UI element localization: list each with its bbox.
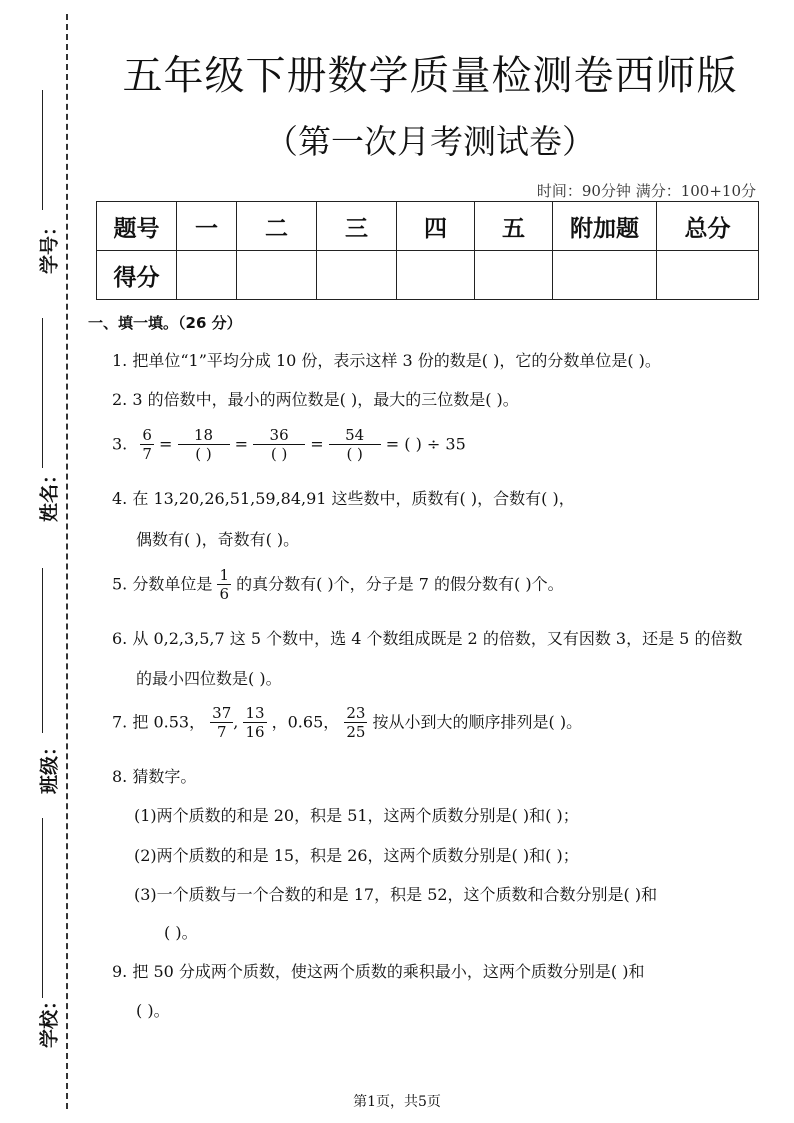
score-cell[interactable] [397,251,475,300]
numerator: 23 [346,704,366,722]
denominator: 7 [216,723,227,741]
student-id-label: 学号： [38,217,61,275]
numerator: 36 [253,428,305,445]
page-footer: 第1页，共5页 [353,1094,441,1110]
name-blank [42,318,43,468]
name-label: 姓名： [38,465,61,523]
school-label: 学校： [38,991,61,1049]
numerator: 54 [329,428,381,445]
denominator-blank: ( ) [195,445,212,463]
question-6-line-2: 的最小四位数是( )。 [136,669,282,688]
score-header-cell: 总分 [657,202,759,251]
question-4-line-1: 4. 在 13,20,26,51,59,84,91 这些数中，质数有( )，合数有( )， [112,489,575,508]
denominator-blank: ( ) [346,445,363,463]
score-row-label: 得分 [97,251,177,300]
question-3 [112,428,466,462]
q5-suffix: 的真分数有( )个，分子是 7 的假分数有( )个。 [236,574,564,594]
score-header-cell: 四 [397,202,475,251]
q3-tail: = ( ) ÷ 35 [385,434,466,454]
q7-middle: ，0.65， [271,712,340,732]
q3-fraction-2 [178,428,230,462]
numerator: 18 [178,428,230,445]
question-8-1: (1)两个质数的和是 20，积是 51，这两个质数分别是( )和( )； [134,806,579,825]
school-blank [42,818,43,998]
score-cell[interactable] [475,251,553,300]
numerator: 13 [245,704,265,722]
class-blank [42,568,43,733]
q7-fraction-1 [210,706,233,740]
question-1: 1. 把单位“1”平均分成 10 份，表示这样 3 份的数是( )，它的分数单位是( )。 [112,351,661,370]
q3-number: 3. [112,434,128,454]
question-9-line-2: ( )。 [136,1001,170,1020]
score-header-cell: 附加题 [553,202,657,251]
score-header-cell: 三 [317,202,397,251]
q3-fraction-1 [140,428,154,462]
question-5 [112,568,564,602]
score-table [96,201,759,300]
denominator: 25 [346,723,366,741]
score-cell[interactable] [237,251,317,300]
denominator: 6 [219,585,229,603]
denominator: 16 [245,723,265,741]
q3-fraction-4 [329,428,381,462]
numerator: 6 [142,426,152,444]
q5-fraction [217,568,231,602]
question-6-line-1: 6. 从 0,2,3,5,7 这 5 个数中，选 4 个数组成既是 2 的倍数，又有因数 3，还是 5 的倍数 [112,629,743,648]
score-cell[interactable] [317,251,397,300]
score-table-score-row [97,251,759,300]
question-7: 7. 把 0.53， $\frac{37}{7}$ , $\frac{13}{16}$ ，0.65， $\frac{23}{25}$ 按从小到大的顺序排列是( )。 [112,704,583,741]
score-cell[interactable] [553,251,657,300]
class-label: 班级： [38,737,61,795]
student-id-blank [42,90,43,210]
q7-fraction-2 [243,706,266,740]
score-table-header-row [97,202,759,251]
binding-dashed-line [66,14,68,1109]
page-title: 五年级下册数学质量检测卷西师版 [122,53,738,99]
score-header-cell: 一 [177,202,237,251]
question-8-2: (2)两个质数的和是 15，积是 26，这两个质数分别是( )和( )； [134,846,579,865]
q3-fraction-3 [253,428,305,462]
score-header-cell: 五 [475,202,553,251]
q7-prefix: 7. 把 0.53， [112,712,206,732]
q5-prefix: 5. 分数单位是 [112,574,213,594]
question-9-line-1: 9. 把 50 分成两个质数，使这两个质数的乘积最小，这两个质数分别是( )和 [112,962,645,981]
denominator-blank: ( ) [270,445,288,463]
q7-fraction-3 [344,706,367,740]
question-4-line-2: 偶数有( )，奇数有( )。 [136,530,300,549]
score-cell[interactable] [657,251,759,300]
question-8: 8. 猜数字。 [112,767,197,786]
time-info: 时间：90分钟 满分：100+10分 [536,182,756,200]
denominator: 7 [142,445,152,463]
numerator: 37 [212,704,232,722]
section-heading: 一、填一填。（26 分） [88,314,242,332]
q7-suffix: 按从小到大的顺序排列是( )。 [372,712,583,732]
numerator: 1 [219,566,229,584]
question-8-3-line-1: (3)一个质数与一个合数的和是 17，积是 52，这个质数和合数分别是( )和 [134,885,658,904]
score-cell[interactable] [177,251,237,300]
score-header-cell: 题号 [97,202,177,251]
equals-sign: = [234,434,248,454]
question-8-3-line-2: ( )。 [164,923,198,942]
score-header-cell: 二 [237,202,317,251]
equals-sign: = [159,434,173,454]
equals-sign: = [310,434,324,454]
page-subtitle: （第一次月考测试卷） [265,122,595,161]
question-2: 2. 3 的倍数中，最小的两位数是( )，最大的三位数是( )。 [112,390,519,409]
